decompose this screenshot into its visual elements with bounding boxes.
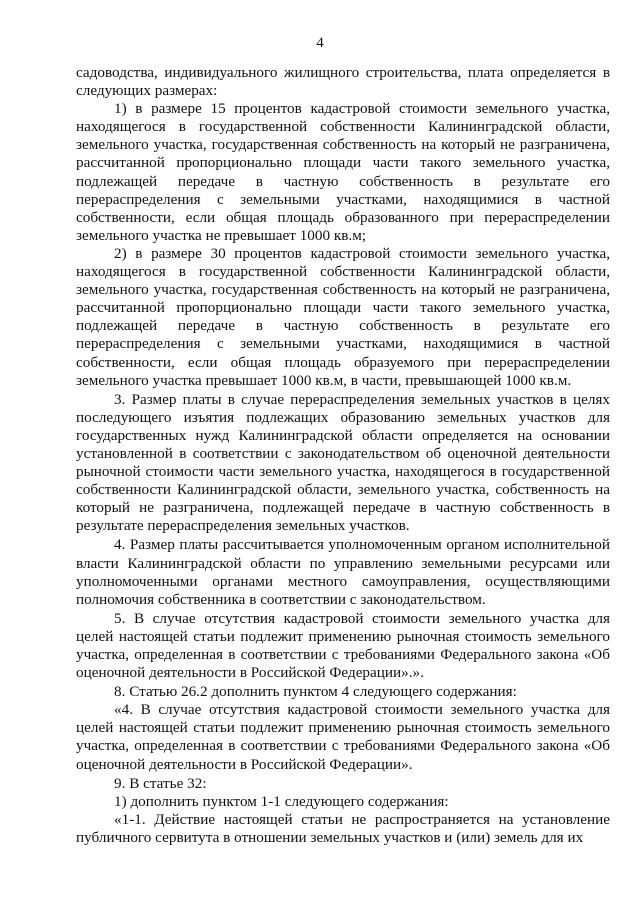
- paragraph-point-3: 3. Размер платы в случае перераспределения земельных участков в целях последующего изъятия подлежащих образованию земельных участков для государственных нужд Калининградской области определяется на основании установленной в соответствии с законодательством об оценочной деятельности рыночной стоимости части земельного участка, находящегося в государственной собственности Калининградской области, земельного участка, собственность на который не разграничена, подлежащей передаче в частную собственность в результате перераспределения земельных участков.: [76, 390, 610, 535]
- paragraph-item-2: 2) в размере 30 процентов кадастровой стоимости земельного участка, находящегося в государственной собственности Калининградской области, земельного участка, государственная собственность на который не разграничена, рассчитанной пропорционально площади части такого земельного участка, подлежащей передаче в частную собственность в результате его перераспределения с земельными участками, находящимися в частной собственности, если общая площадь образуемого при перераспределении земельного участка превышает 1000 кв.м, в части, превышающей 1000 кв.м.: [76, 244, 610, 389]
- paragraph-subitem-1: 1) дополнить пунктом 1-1 следующего содержания:: [114, 792, 449, 810]
- paragraph-item-1: 1) в размере 15 процентов кадастровой стоимости земельного участка, находящегося в государственной собственности Калининградской области, земельного участка, государственная собственность на который не разграничена, рассчитанной пропорционально площади части такого земельного участка, подлежащей передаче в частную собственность в результате его перераспределения с земельными участками, находящимися в частной собственности, если общая площадь образованного при перераспределении земельного участка не превышает 1000 кв.м;: [76, 100, 610, 244]
- paragraph-quoted-point-4: «4. В случае отсутствия кадастровой стоимости земельного участка для целей настоящей статьи подлежит применению рыночная стоимость земельного участка, определенная в соответствии с требованиями Федерального закона «Об оценочной деятельности в Российской Федерации».: [76, 701, 610, 773]
- paragraph-amendment-8: 8. Статью 26.2 дополнить пунктом 4 следующего содержания:: [114, 683, 517, 701]
- document-body: [76, 64, 610, 847]
- paragraph-amendment-9: 9. В статье 32:: [114, 774, 207, 792]
- paragraph-quoted-point-1-1: «1-1. Действие настоящей статьи не распространяется на установление публичного сервитута в отношении земельных участков и (или) земель для их: [76, 810, 610, 846]
- paragraph-point-5: 5. В случае отсутствия кадастровой стоимости земельного участка для целей настоящей статьи подлежит применению рыночная стоимость земельного участка, определенная в соответствии с требованиями Федерального закона «Об оценочной деятельности в Российской Федерации».».: [76, 609, 610, 682]
- paragraph-point-4: 4. Размер платы рассчитывается уполномоченным органом исполнительной власти Калининградской области по управлению земельными ресурсами или уполномоченными органами местного самоуправления, осуществляющими полномочия собственника в соответствии с законодательством.: [76, 536, 610, 608]
- page-number: 4: [316, 35, 324, 51]
- paragraph-continuation: садоводства, индивидуального жилищного строительства, плата определяется в следующих размерах:: [76, 64, 610, 100]
